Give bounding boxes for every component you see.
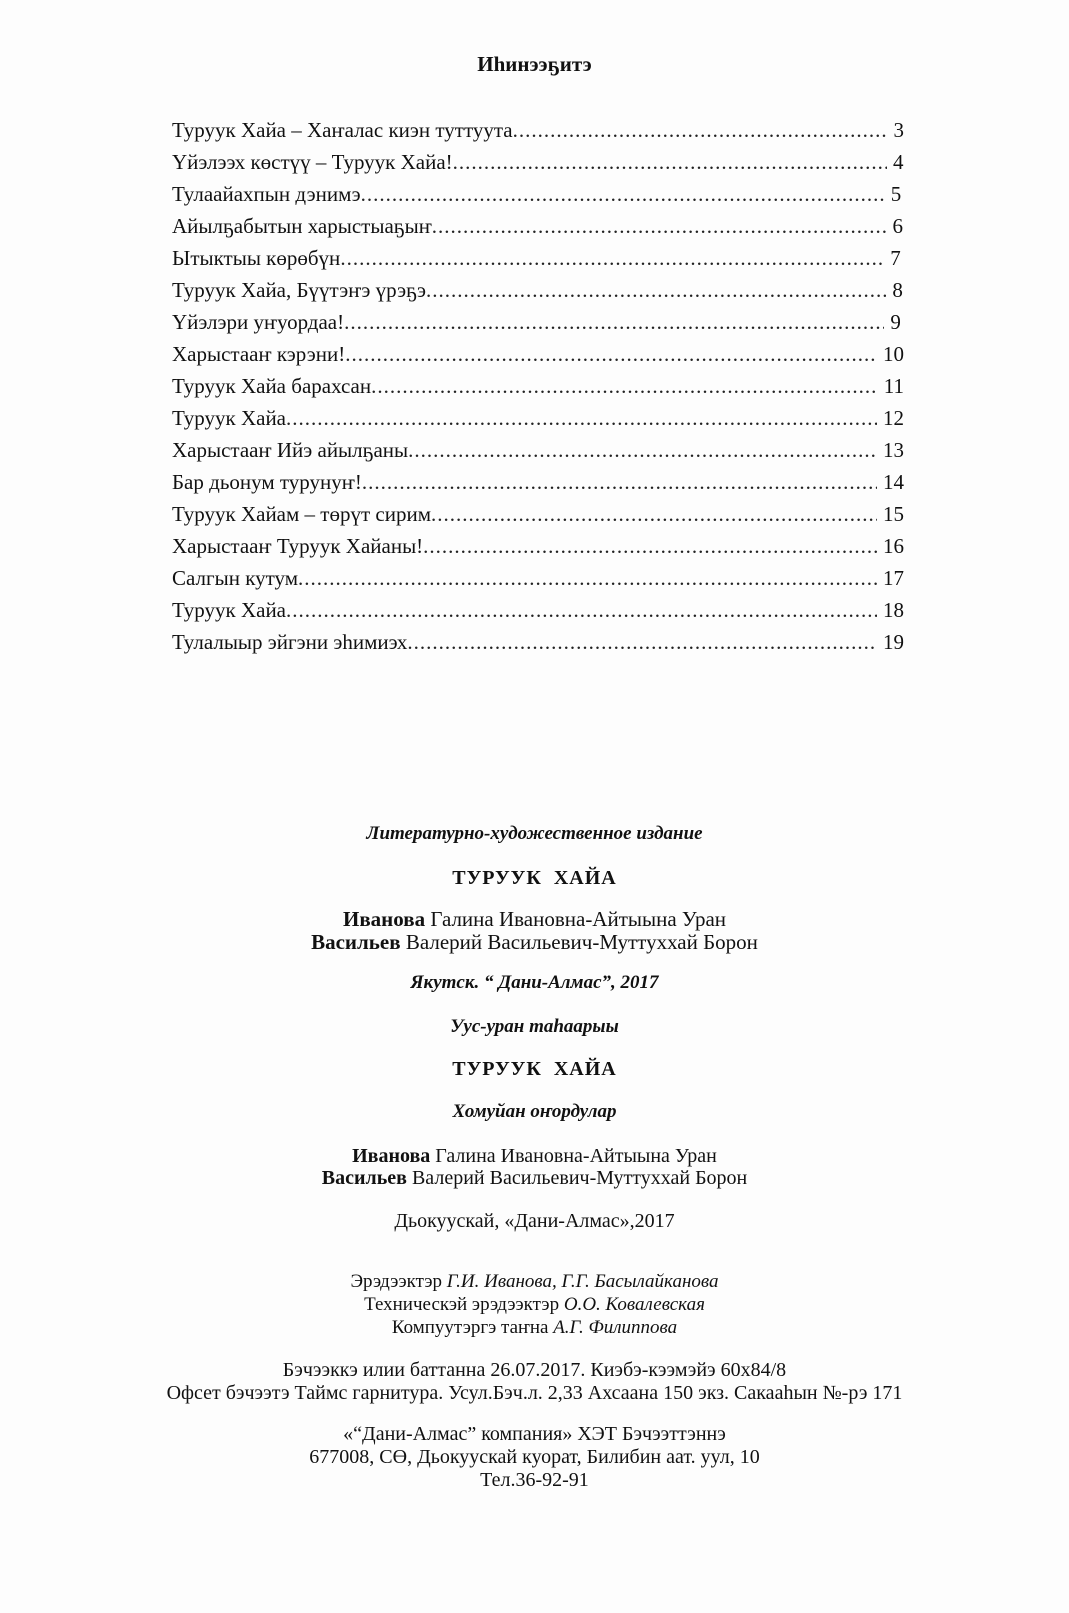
toc-entry-page: 3	[893, 118, 904, 142]
toc-entry-title: Туруук Хайа	[172, 598, 287, 622]
toc-entry	[172, 594, 904, 626]
toc-entry	[172, 434, 904, 466]
toc-entry-page: 12	[883, 406, 904, 430]
author-surname: Васильев	[311, 930, 401, 954]
toc-leader-dots	[423, 530, 877, 562]
toc-entry	[172, 466, 904, 498]
credit-name: О.О. Ковалевская	[563, 1294, 705, 1315]
toc-entry-title: Туруук Хайа	[172, 406, 287, 430]
place-publisher-sakha: Дьокуускай, «Дани-Алмас»,2017	[394, 1210, 675, 1232]
toc-leader-dots	[286, 594, 877, 626]
author-name: Валерий Васильевич-Муттуххай Борон	[400, 930, 758, 954]
author-line-2-sakha	[0, 1166, 1069, 1190]
toc-entry-title: Тулалыыр эйгэни эhимиэх	[172, 630, 408, 654]
credit-name: Г.И. Иванова, Г.Г. Басылайканова	[446, 1271, 719, 1292]
toc-entry	[172, 402, 904, 434]
toc-entry	[172, 178, 904, 210]
toc-entry-title: Үйэлээх көстүү – Туруук Хайа!	[172, 150, 453, 174]
toc-entry	[172, 146, 904, 178]
toc-entry-title: Ытыктыы көрөбүн	[172, 246, 341, 270]
author-name: Галина Ивановна-Айтыына Уран	[430, 1145, 717, 1167]
toc-entry	[172, 338, 904, 370]
toc-entry-page: 13	[883, 438, 904, 462]
toc-entry-title: Салгын кутум	[172, 566, 299, 590]
toc-leader-dots	[407, 626, 877, 658]
credits-layout	[0, 1316, 1069, 1339]
toc-leader-dots	[344, 306, 884, 338]
author-line-1-ru	[0, 907, 1069, 931]
toc-entry-page: 6	[892, 214, 904, 238]
author-name: Валерий Васильевич-Муттуххай Борон	[406, 1167, 748, 1189]
book-title-sakha: ТУРУУК ХАЙА	[452, 1058, 617, 1080]
table-of-contents	[172, 114, 904, 658]
toc-entry	[172, 370, 904, 402]
toc-entry-page: 11	[883, 374, 904, 398]
toc-entry-page: 10	[883, 342, 904, 366]
toc-leader-dots	[513, 114, 888, 146]
toc-leader-dots	[426, 274, 886, 306]
toc-entry-title: Харыстааҥ Ийэ айылҕаны	[172, 438, 409, 462]
toc-entry-page: 18	[883, 598, 904, 622]
toc-entry-page: 7	[890, 246, 901, 270]
author-surname: Васильев	[321, 1167, 407, 1189]
author-line-2-ru	[0, 930, 1069, 954]
toc-leader-dots	[432, 210, 887, 242]
toc-entry	[172, 498, 904, 530]
author-name: Галина Ивановна-Айтыына Уран	[425, 907, 726, 931]
author-line-1-sakha	[0, 1144, 1069, 1168]
toc-entry-page: 8	[892, 278, 903, 302]
toc-entry-title: Үйэлэри уҥуордаа!	[172, 310, 345, 334]
credits-editors	[0, 1270, 1069, 1293]
print-info-line-2: Офсет бэчээтэ Таймс гарнитура. Усул.Бэч.л. 2,33 Ахсаана 150 экз. Сакааhын №-рэ 171	[166, 1382, 903, 1404]
toc-entry	[172, 562, 904, 594]
toc-leader-dots	[286, 402, 877, 434]
toc-entry	[172, 530, 904, 562]
edition-type-ru: Литературно-художественное издание	[366, 823, 703, 844]
toc-leader-dots	[345, 338, 877, 370]
publisher-phone: Тел.36-92-91	[480, 1469, 589, 1491]
toc-entry-page: 15	[883, 502, 904, 526]
toc-leader-dots	[298, 562, 877, 594]
toc-entry	[172, 306, 904, 338]
toc-entry-title: Туруук Хайам – төрүт сирим	[172, 502, 431, 526]
toc-entry-page: 19	[883, 630, 904, 654]
credit-label: Техническэй эрэдээктэр	[364, 1294, 564, 1315]
toc-entry-page: 17	[883, 566, 904, 590]
toc-entry-title: Тулаайахпын дэнимэ	[172, 182, 361, 206]
credit-label: Эрэдээктэр	[350, 1271, 447, 1292]
toc-entry-page: 9	[890, 310, 901, 334]
toc-entry	[172, 210, 904, 242]
toc-heading: Иhинээҕитэ	[477, 52, 592, 76]
toc-entry	[172, 626, 904, 658]
book-title-ru: ТУРУУК ХАЙА	[452, 867, 617, 889]
toc-entry-title: Айылҕабытын харыстыаҕыҥ	[172, 214, 432, 238]
toc-entry-page: 5	[890, 182, 902, 206]
toc-entry	[172, 114, 904, 146]
toc-leader-dots	[340, 242, 884, 274]
toc-entry-title: Харыстааҥ Туруук Хайаны!	[172, 534, 424, 558]
toc-entry-page: 14	[883, 470, 904, 494]
toc-entry-page: 4	[893, 150, 904, 174]
toc-leader-dots	[371, 370, 878, 402]
toc-leader-dots	[431, 498, 877, 530]
credit-label: Компуутэргэ таҥна	[391, 1317, 554, 1338]
toc-entry-title: Харыстааҥ кэрэни!	[172, 342, 346, 366]
publisher-line-1: «“Дани-Алмас” компания» ХЭТ Бэчээттэннэ	[343, 1423, 726, 1445]
credit-name: А.Г. Филиппова	[553, 1317, 678, 1338]
toc-entry-title: Туруук Хайа – Хаҥалас киэн туттуута	[172, 118, 513, 142]
toc-leader-dots	[362, 466, 877, 498]
subtitle-sakha: Хомуйан оҥордулар	[452, 1101, 617, 1122]
toc-leader-dots	[361, 178, 885, 210]
edition-type-sakha: Уус-уран таhаарыы	[450, 1016, 619, 1037]
author-surname: Иванова	[342, 907, 426, 931]
toc-entry	[172, 242, 904, 274]
toc-entry	[172, 274, 904, 306]
print-info-line-1: Бэчээккэ илии баттанна 26.07.2017. Киэбэ-кээмэйэ 60х84/8	[282, 1359, 787, 1381]
publisher-address: 677008, СӨ, Дьокуускай куорат, Билибин аат. уул, 10	[309, 1446, 760, 1468]
toc-leader-dots	[453, 146, 887, 178]
toc-entry-page: 16	[883, 534, 904, 558]
toc-entry-title: Бар дьонум турунуҥ!	[172, 470, 362, 494]
credits-tech-editor	[0, 1293, 1069, 1316]
place-publisher-ru: Якутск. “ Дани-Алмас”, 2017	[410, 972, 659, 993]
author-surname: Иванова	[352, 1145, 431, 1167]
toc-entry-title: Туруук Хайа барахсан	[172, 374, 372, 398]
toc-entry-title: Туруук Хайа, Бүүтэҥэ үрэҕэ	[172, 278, 426, 302]
toc-leader-dots	[408, 434, 877, 466]
